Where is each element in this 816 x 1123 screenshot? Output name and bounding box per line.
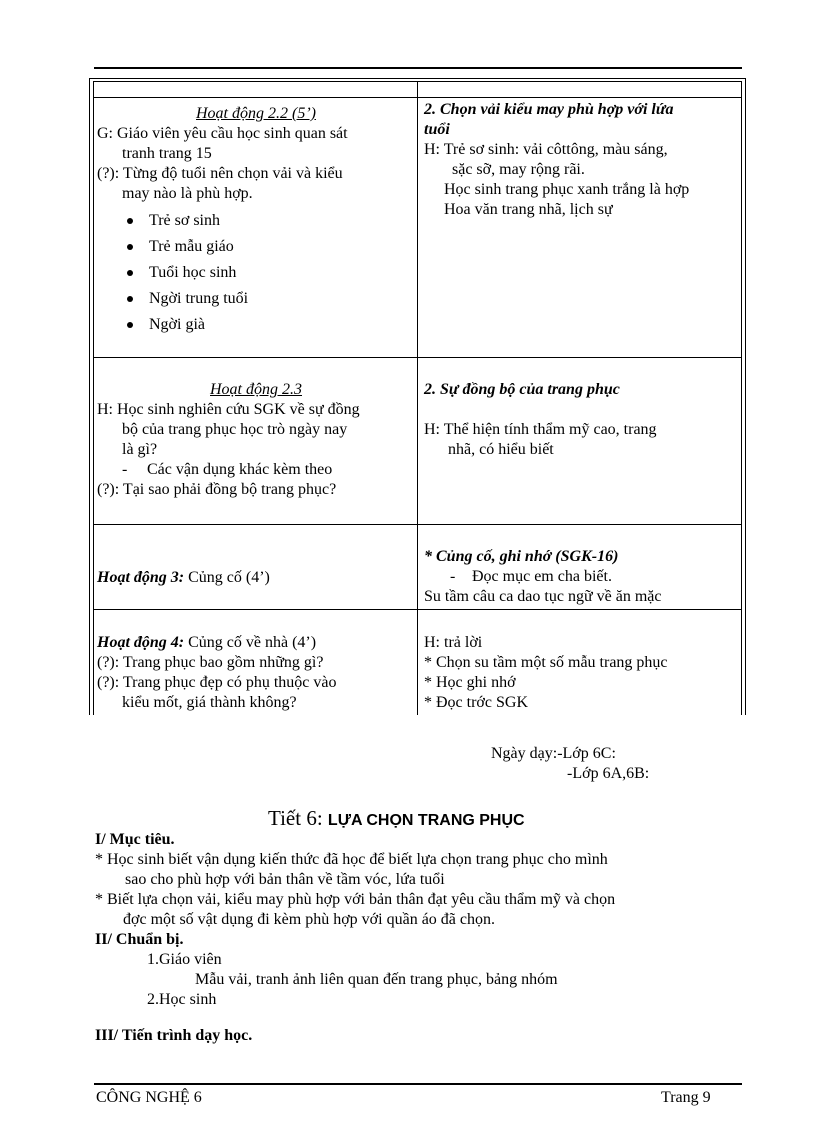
row3-left-cell xyxy=(97,568,415,588)
activity-2-2-heading: Hoạt động 2.2 (5’) xyxy=(196,105,316,122)
activity-4-label: Hoạt động 4: xyxy=(97,634,185,651)
list-item: Ngời già xyxy=(97,312,415,338)
page-title xyxy=(268,806,525,833)
row3-right-cell xyxy=(424,547,742,607)
row4-right-line: * Chọn su tầm một số mẫu trang phục xyxy=(424,654,668,671)
list-item: - Đọc mục em cha biết. xyxy=(450,568,612,585)
row4-right-line: * Đọc trớc SGK xyxy=(424,694,528,711)
objective-line: sao cho phù hợp với bản thân về tầm vóc, lứa tuổi xyxy=(125,871,445,888)
row1-left-line: tranh trang 15 xyxy=(122,145,212,162)
row4-right-line: H: trả lời xyxy=(424,634,483,651)
activity-4-text: Củng cố về nhà (4’) xyxy=(184,634,317,651)
list-item: Ngời trung tuổi xyxy=(97,286,415,312)
row1-left-cell xyxy=(97,104,415,338)
bullet-icon xyxy=(127,270,133,276)
row4-left-line: kiểu mốt, giá thành không? xyxy=(122,694,297,711)
row1-left-line: (?): Từng độ tuổi nên chọn vải và kiểu xyxy=(97,165,343,182)
activity-3-label: Hoạt động 3: xyxy=(97,569,185,586)
row1-left-line: G: Giáo viên yêu cầu học sinh quan sát xyxy=(97,125,348,142)
objective-line: * Biết lựa chọn vải, kiểu may phù hợp với bản thân đạt yêu cầu thẩm mỹ và chọn xyxy=(95,891,616,908)
lesson-title: LỰA CHỌN TRANG PHỤC xyxy=(327,812,525,829)
date-class-6c: Ngày dạy:-Lớp 6C: xyxy=(491,745,616,762)
section-heading: II/ Chuẩn bị. xyxy=(95,931,184,948)
prep-item: 1.Giáo viên xyxy=(147,951,222,968)
lesson-body xyxy=(95,830,745,1046)
row4-left-cell xyxy=(97,633,415,713)
list-item: Trẻ mẫu giáo xyxy=(97,234,415,260)
activity-2-3-heading: Hoạt động 2.3 xyxy=(210,381,302,398)
row2-right-line: nhã, có hiểu biết xyxy=(448,441,554,458)
section-title: 2. Sự đồng bộ của trang phục xyxy=(424,381,620,398)
row4-left-line: (?): Trang phục bao gồm những gì? xyxy=(97,654,324,671)
footer-rule xyxy=(94,1083,742,1085)
section-title: * Củng cố, ghi nhớ (SGK-16) xyxy=(424,548,619,565)
list-item: Tuổi học sinh xyxy=(97,260,415,286)
date-class-6a6b: -Lớp 6A,6B: xyxy=(567,765,650,782)
row1-right-line: Học sinh trang phục xanh trắng là hợp xyxy=(444,181,690,198)
row4-right-line: * Học ghi nhớ xyxy=(424,674,516,691)
bullet-icon xyxy=(127,296,133,302)
prep-detail: Mẫu vải, tranh ảnh liên quan đến trang phục, bảng nhóm xyxy=(195,971,558,988)
row1-right-line: sặc sỡ, may rộng rãi. xyxy=(452,161,585,178)
row4-right-cell xyxy=(424,633,742,713)
row2-left-line: bộ của trang phục học trò ngày nay xyxy=(122,421,348,438)
prep-item: 2.Học sinh xyxy=(147,991,217,1008)
footer-subject: CÔNG NGHỆ 6 xyxy=(96,1089,202,1106)
row2-right-line: H: Thể hiện tính thẩm mỹ cao, trang xyxy=(424,421,657,438)
section-title: 2. Chọn vải kiểu may phù hợp với lứa xyxy=(424,101,674,118)
row4-left-line: (?): Trang phục đẹp có phụ thuộc vào xyxy=(97,674,337,691)
section-heading: I/ Mục tiêu. xyxy=(95,831,175,848)
header-rule xyxy=(94,67,742,69)
row1-right-line: H: Trẻ sơ sinh: vải côttông, màu sáng, xyxy=(424,141,668,158)
objective-line: * Học sinh biết vận dụng kiến thức đã học để biết lựa chọn trang phục cho mình xyxy=(95,851,608,868)
bullet-icon xyxy=(127,322,133,328)
row2-left-line: (?): Tại sao phải đồng bộ trang phục? xyxy=(97,481,337,498)
objective-line: đợc một số vật dụng đi kèm phù hợp với quần áo đã chọn. xyxy=(123,911,495,928)
row1-left-line: may nào là phù hợp. xyxy=(122,185,253,202)
row2-right-cell xyxy=(424,380,742,460)
section-heading: III/ Tiến trình dạy học. xyxy=(95,1027,253,1044)
page-number: Trang 9 xyxy=(661,1089,711,1106)
bullet-icon xyxy=(127,218,133,224)
list-item: Trẻ sơ sinh xyxy=(97,208,415,234)
row1-right-cell xyxy=(424,100,742,220)
list-item: - Các vận dụng khác kèm theo xyxy=(122,461,333,478)
section-title: tuổi xyxy=(424,121,450,138)
row2-left-line: H: Học sinh nghiên cứu SGK về sự đồng xyxy=(97,401,360,418)
row2-left-cell xyxy=(97,380,415,500)
activity-3-text: Củng cố (4’) xyxy=(184,569,270,586)
row2-left-line: là gì? xyxy=(122,441,158,458)
row1-right-line: Hoa văn trang nhã, lịch sự xyxy=(444,201,613,218)
bullet-icon xyxy=(127,244,133,250)
lesson-number: Tiết 6: xyxy=(268,806,328,830)
row3-right-line: Su tầm câu ca dao tục ngữ về ăn mặc xyxy=(424,588,662,605)
